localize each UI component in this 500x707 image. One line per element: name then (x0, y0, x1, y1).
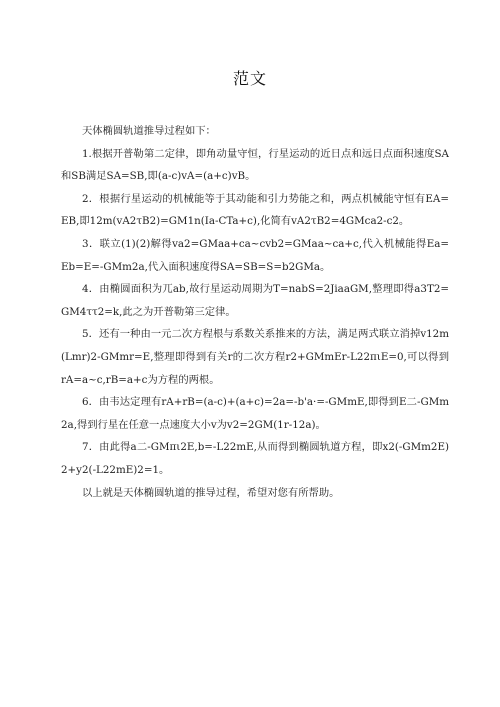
step-paragraph-1: 1.根据开普勒第二定律，即角动量守恒，行星运动的近日点和远日点面积速度SA和SB满足SA=SB,即(a-c)vA=(a+c)vB。 (61, 147, 449, 183)
document-body (61, 120, 449, 504)
page-title: 范文 (232, 69, 267, 88)
intro-paragraph: 天体椭圆轨道推导过程如下： (82, 125, 216, 137)
closing-paragraph: 以上就是天体椭圆轨道的推导过程，希望对您有所帮助。 (82, 486, 340, 499)
step-paragraph-3: 3．联立(1)(2)解得va2=GMaa+ca~cvb2=GMaa~ca+c,代入机械能得Ea=Eb=E=-GMm2a,代入面积速度得SA=SB=S=b2GMa。 (61, 237, 449, 273)
step-paragraph-4: 4．由椭圆面积为兀ab,故行星运动周期为T=nabS=2JiaaGM,整理即得a3T2=GM4ττ2=k,此之为开普勒第三定律。 (61, 283, 449, 318)
step-paragraph-5: 5．还有一种由一元二次方程根与系数关系推来的方法，满足两式联立消掉v12m(Lmr)2-GMmr=E,整理即得到有关r的二次方程r2+GMmEr-L22πιE=0,可以得到rA=a~c,rB=a+c为方程的两根。 (61, 328, 449, 386)
step-paragraph-2: 2．根据行星运动的机械能等于其动能和引力势能之和，两点机械能守恒有EA=EB,即12m(vA2τB2)=GM1n(Ia-CTa+c),化简有vA2τB2=4GMca2-c2。 (61, 192, 449, 228)
step-paragraph-7: 7．由此得a二-GMπι2E,b=-L22mE,从而得到椭圆轨道方程，即x2(-GMm2E)2+y2(-L22mE)2=1。 (61, 441, 449, 476)
step-paragraph-6: 6．由韦达定理有rA+rB=(a-c)+(a+c)=2a=-b'a·=-GMmE,即得到E二-GMm2a,得到行星在任意一点速度大小v为v2=2GM(1r-12a)。 (61, 396, 449, 431)
